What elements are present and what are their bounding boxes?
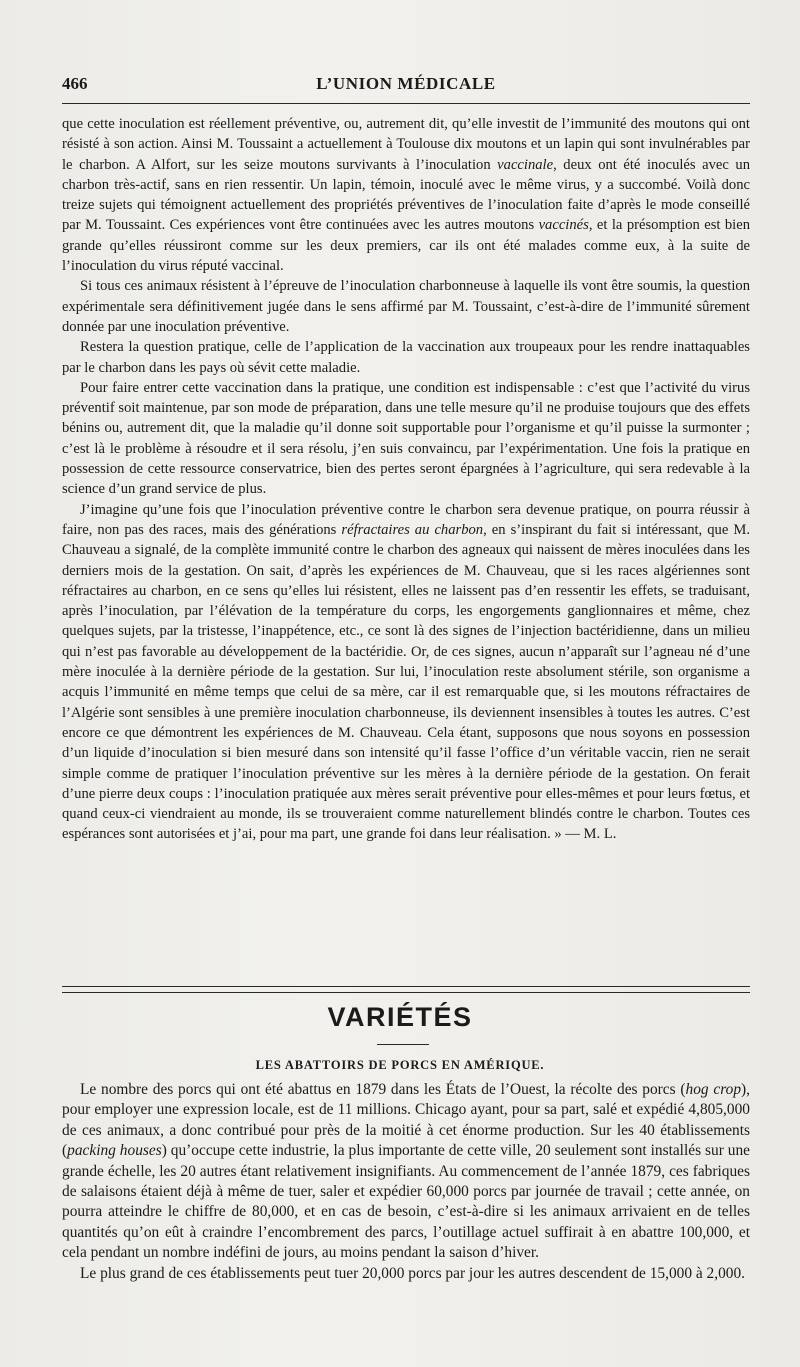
header-rule [62, 103, 750, 104]
paragraph-5 [62, 500, 750, 845]
article-paragraph-1 [62, 1080, 750, 1264]
article-paragraph-1-part-c: ) qu’occupe cette industrie, la plus importante de cette ville, 20 seulement sont installés sur une grande échelle, les 20 autres étant relativement insignifiants. Au commencement de l’année 1879, ces fabriques de salaisons étaient déjà à même de tuer, saler et expédier 60,000 porcs par journée de travail ; cette année, on pourra atteindre le chiffre de 80,000, et en cas de besoin, c’est-à-dire si les animaux arrivaient en de telles quantités qu’on eût à craindre l’encombrement des parcs, l’outillage actuel suffirait à en abattre 100,000, et cela pendant un nombre indéfini de jours, au moins pendant la saison d’hiver. [62, 1142, 750, 1262]
running-title: L’UNION MÉDICALE [316, 74, 496, 93]
paragraph-1 [62, 114, 750, 276]
paragraph-4: Pour faire entrer cette vaccination dans la pratique, une condition est indispensable : c’est que l’activité du virus préventif soit maintenue, par son mode de préparation, dans une telle mesure qu’il ne produise toujours que des effets bénins ou, autrement dit, que la maladie qu’il donne soit supportable pour l’organisme et qu’il puisse la surmonter ; c’est là le problème à résoudre et il sera résolu, j’en suis convaincu, par l’expérimentation. Une fois la pratique en possession de cette ressource conservatrice, bien des pertes seront épargnées à l’agriculture, qui sera redevable à la science d’un grand service de plus. [62, 379, 750, 498]
emphasis-refractaires: réfractaires au charbon [341, 521, 484, 538]
article-paragraph-1-part-a: Le nombre des porcs qui ont été abattus en 1879 dans les États de l’Ouest, la récolte des porcs ( [80, 1081, 686, 1098]
article-paragraph-2: Le plus grand de ces établissements peut tuer 20,000 porcs par jour les autres descendent de 15,000 à 2,000. [80, 1264, 746, 1282]
paragraph-3: Restera la question pratique, celle de l’application de la vaccination aux troupeaux pour les rendre inattaquables par le charbon dans les pays où sévit cette maladie. [62, 339, 750, 376]
page-header [62, 74, 750, 100]
paragraph-5-part-b: , en s’inspirant du fait si intéressant, que M. Chauveau a signalé, de la complète immunité contre le charbon des agneaux qui naissent de mères inoculées dans les derniers mois de la gestation. On sait, d’après les expériences de M. Chauveau, que si les races algériennes sont réfractaires au charbon, en ce sens qu’elles lui résistent, elles ne laissent pas d’en ressentir les effets, se traduisant, après l’inoculation, par l’élévation de la température du corps, les engorgements ganglionnaires et même, chez quelques sujets, par la tristesse, l’inappétence, etc., ce sont là des signes de l’injection bactéridienne, dans un milieu qui n’est pas favorable au développement de la bactéridie. Or, de ces signes, aucun n’apparaît sur l’agneau né d’une mère inoculée à la dernière période de la gestation. Sur lui, l’inoculation reste absolument stérile, son organisme a acquis l’immunité en même temps que celui de sa mère, car il est remarquable que, si les moutons réfractaires de l’Algérie sont sensibles à une première inoculation charbonneuse, ils deviennent insensibles à toutes les autres. C’est encore ce que démontrent les expériences de M. Chauveau. Cela étant, supposons que nous soyons en possession d’un liquide d’inoculation si bien mesuré dans son intensité qu’il fasse l’office d’un véritable vaccin, rien ne serait simple comme de pratiquer l’inoculation préventive sur les mères à la dernière période de la gestation. On ferait d’une pierre deux coups : l’inoculation pratiquée aux mères serait préventive pour elles-mêmes et pour leurs fœtus, et quand ceux-ci viendraient au monde, ils se trouveraient comme naturellement blindés contre le charbon. Toutes ces espérances sont autorisées et j’ai, pour ma part, une grande foi dans leur réalisation. » — M. L. [62, 521, 750, 843]
title-underline [377, 1044, 429, 1045]
section-divider [62, 986, 750, 993]
paragraph-5-part-a: J’imagine qu’une fois que l’inoculation préventive contre le charbon sera devenue pratique, on pourra réussir à faire, non pas des races, mais des générations [62, 501, 750, 538]
paragraph-2: Si tous ces animaux résistent à l’épreuve de l’inoculation charbonneuse à laquelle ils vont être soumis, la question expérimentale sera définitivement jugée dans le sens affirmé par M. Toussaint, c’est-à-dire de l’immunité sûrement donnée par une inoculation préventive. [62, 278, 750, 335]
article-body [62, 1080, 750, 1284]
section-title: VARIÉTÉS [327, 1002, 473, 1032]
paragraph-1-part-a: que cette inoculation est réellement préventive, ou, autrement dit, qu’elle investit de l’immunité des moutons qui ont résisté à son action. Ainsi M. Toussaint a actuellement à Toulouse dix moutons et un lapin qui sont invulnérables par le charbon. A Alfort, sur les seize moutons survivants à l’inoculation [62, 116, 750, 173]
page-number: 466 [62, 74, 88, 93]
emphasis-hog-crop: hog crop [685, 1081, 742, 1098]
article-continuation [62, 114, 750, 845]
emphasis-vaccines: vaccinés [538, 217, 589, 234]
paragraph-1-part-c: , et la présomption est bien grande qu’elles réussiront comme sur les deux premiers, car ils ont été malades comme eux, à la suite de l’inoculation du virus réputé vaccinal. [62, 217, 750, 275]
article-title: LES ABATTOIRS DE PORCS EN AMÉRIQUE. [255, 1058, 545, 1072]
emphasis-packing-houses: packing houses [67, 1142, 162, 1160]
paragraph-1-part-b: , deux ont été inoculés avec un charbon très-actif, sans en rien ressentir. Un lapin, témoin, inoculé avec le même virus, y a succombé. Voilà donc treize sujets qui témoignent actuellement des propriétés préventives de l’inoculation faite d’après le mode conseillé par M. Toussaint. Ces expériences vont être continuées avec les autres moutons [62, 156, 751, 234]
emphasis-vaccinale: vaccinale [497, 156, 554, 173]
article-paragraph-1-part-b: ), pour employer une expression locale, est de 11 millions. Chicago ayant, pour sa part, salé et expédié 4,805,000 de ces animaux, a donc contribué pour près de la moitié à cet énorme production. Sur les 40 établissements ( [62, 1081, 751, 1160]
